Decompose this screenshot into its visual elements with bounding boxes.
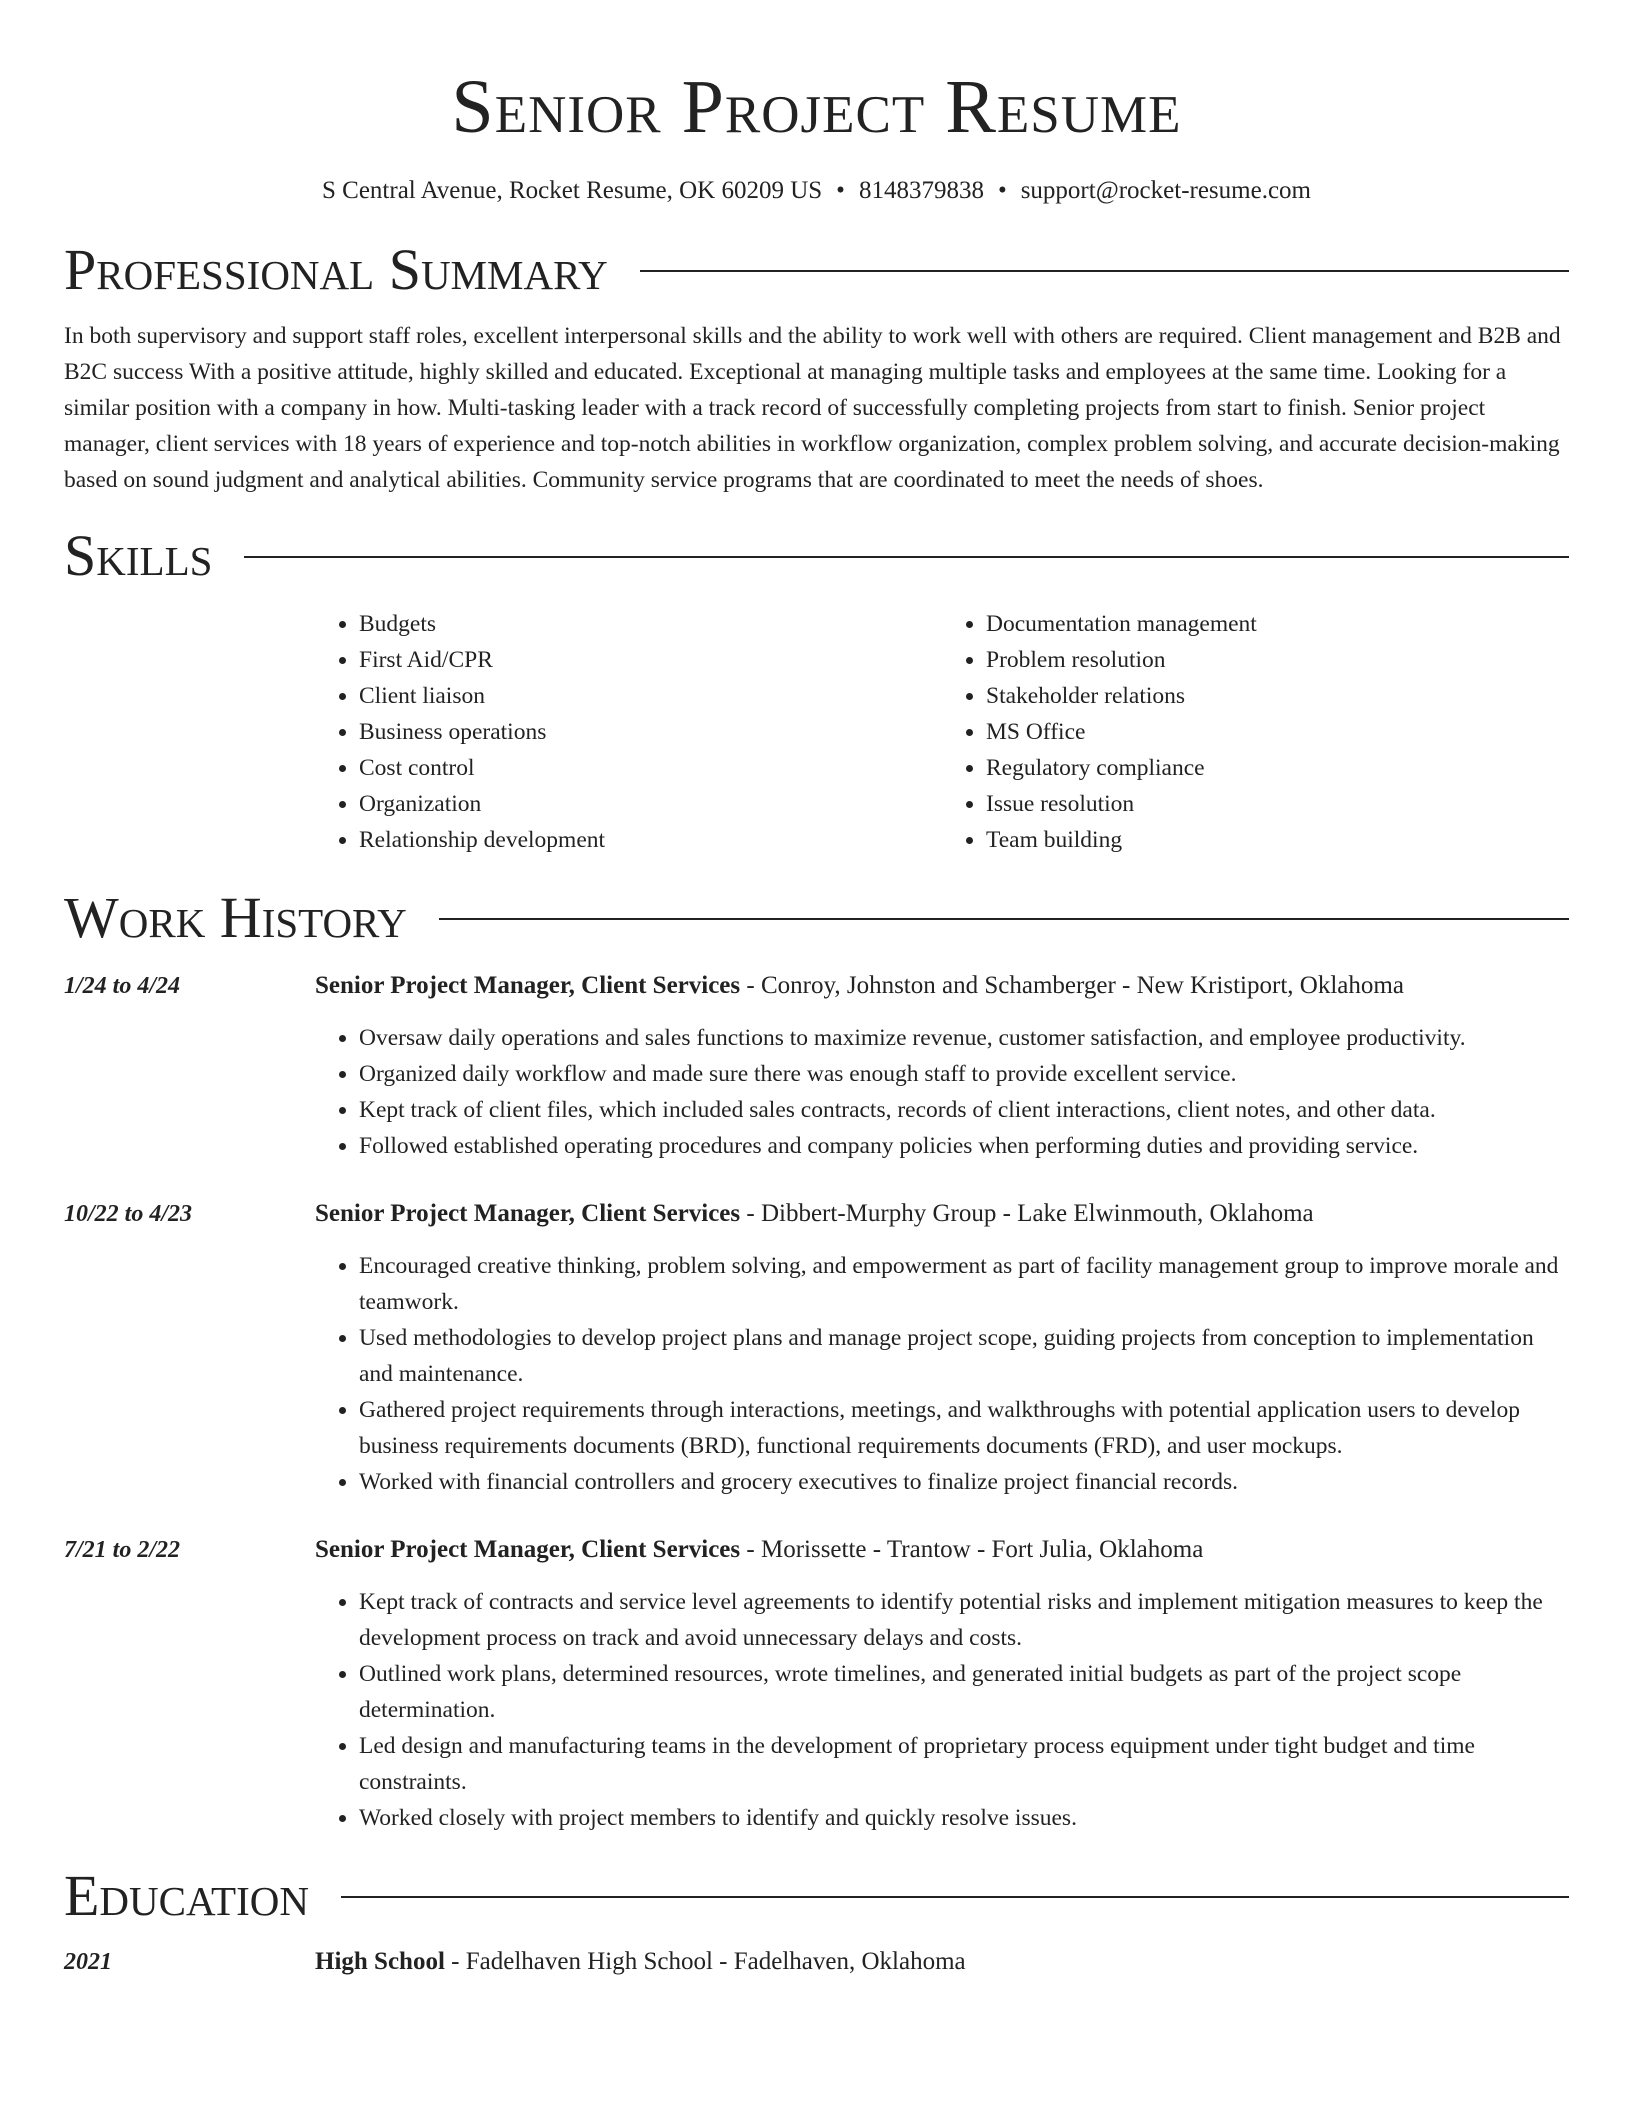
education-line bbox=[315, 1944, 1569, 1980]
job-title: Senior Project Manager, Client Services bbox=[315, 1536, 741, 1563]
job-dates: 7/21 to 2/22 bbox=[64, 1537, 181, 1563]
skill-item: • Relationship development bbox=[359, 822, 942, 858]
job-bullet: • Gathered project requirements through interactions, meetings, and walkthroughs with potential application users to develop business requirements documents (BRD), functional requirements documents (FRD), and user mockups. bbox=[359, 1392, 1569, 1464]
skill-item: • Regulatory compliance bbox=[986, 750, 1569, 786]
skill-item: • Business operations bbox=[359, 714, 942, 750]
skill-item: • Documentation management bbox=[986, 606, 1569, 642]
section-divider bbox=[244, 556, 1569, 558]
job-bullet: • Organized daily workflow and made sure there was enough staff to provide excellent service. bbox=[359, 1056, 1569, 1092]
section-divider bbox=[640, 270, 1569, 272]
resume-name: Senior Project Resume bbox=[451, 65, 1182, 149]
skills-column-left bbox=[315, 606, 942, 858]
job-bullet: • Used methodologies to develop project plans and manage project scope, guiding projects from conception to implementation and maintenance. bbox=[359, 1320, 1569, 1392]
work-heading: Work History bbox=[64, 885, 407, 950]
job-entry bbox=[64, 968, 1569, 1164]
job-title-line bbox=[315, 1196, 1569, 1232]
skill-item: • Stakeholder relations bbox=[986, 678, 1569, 714]
job-bullet: • Kept track of client files, which included sales contracts, records of client interactions, client notes, and other data. bbox=[359, 1092, 1569, 1128]
job-bullet: • Outlined work plans, determined resources, wrote timelines, and generated initial budgets as part of the project scope determination. bbox=[359, 1656, 1569, 1728]
skill-item: • Organization bbox=[359, 786, 942, 822]
skill-item: • First Aid/CPR bbox=[359, 642, 942, 678]
contact-phone: 8148379838 bbox=[858, 177, 984, 204]
skill-item: • Problem resolution bbox=[986, 642, 1569, 678]
resume-page bbox=[64, 0, 1569, 1980]
job-entry bbox=[64, 1532, 1569, 1836]
job-bullets bbox=[315, 1584, 1569, 1836]
skills-list bbox=[315, 606, 1569, 858]
education-degree: High School bbox=[315, 1948, 445, 1975]
job-bullet: • Encouraged creative thinking, problem solving, and empowerment as part of facility management group to improve morale and teamwork. bbox=[359, 1248, 1569, 1320]
job-bullet: • Oversaw daily operations and sales functions to maximize revenue, customer satisfaction, and employee productivity. bbox=[359, 1020, 1569, 1056]
job-title: Senior Project Manager, Client Services bbox=[315, 1200, 741, 1227]
job-bullets bbox=[315, 1248, 1569, 1500]
skill-item: • Client liaison bbox=[359, 678, 942, 714]
job-title: Senior Project Manager, Client Services bbox=[315, 972, 741, 999]
contact-email[interactable]: support@rocket-resume.com bbox=[1020, 177, 1311, 204]
skill-item: • MS Office bbox=[986, 714, 1569, 750]
skills-column-right bbox=[942, 606, 1569, 858]
education-entry bbox=[64, 1944, 1569, 1980]
job-dates: 1/24 to 4/24 bbox=[64, 973, 181, 999]
skill-item: • Issue resolution bbox=[986, 786, 1569, 822]
contact-line bbox=[64, 174, 1569, 208]
job-bullet: • Worked with financial controllers and grocery executives to finalize project financial records. bbox=[359, 1464, 1569, 1500]
work-section-header bbox=[64, 884, 1569, 952]
contact-address: S Central Avenue, Rocket Resume, OK 60209 US bbox=[322, 177, 823, 204]
job-title-line bbox=[315, 1532, 1569, 1568]
skills-heading: Skills bbox=[64, 523, 213, 588]
job-body bbox=[315, 1196, 1569, 1500]
job-body bbox=[315, 968, 1569, 1164]
job-entry bbox=[64, 1196, 1569, 1500]
skill-item: • Team building bbox=[986, 822, 1569, 858]
section-divider bbox=[439, 918, 1569, 920]
education-year: 2021 bbox=[64, 1949, 112, 1975]
education-details: - Fadelhaven High School - Fadelhaven, Oklahoma bbox=[444, 1948, 966, 1975]
skill-item: • Budgets bbox=[359, 606, 942, 642]
summary-heading: Professional Summary bbox=[64, 237, 608, 302]
job-bullet: • Led design and manufacturing teams in the development of proprietary process equipment under tight budget and time constraints. bbox=[359, 1728, 1569, 1800]
skill-item: • Cost control bbox=[359, 750, 942, 786]
summary-text: In both supervisory and support staff roles, excellent interpersonal skills and the ability to work well with others are required. Client management and B2B and B2C success With a positive attitude, highly skilled and educated. Exceptional at managing multiple tasks and employees at the same time. Looking for a similar position with a company in how. Multi-tasking leader with a track record of successfully completing projects from start to finish. Senior project manager, client services with 18 years of experience and top-notch abilities in workflow organization, complex problem solving, and accurate decision-making based on sound judgment and analytical abilities. Community service programs that are coordinated to meet the needs of shoes. bbox=[64, 323, 1561, 493]
job-bullet: • Worked closely with project members to identify and quickly resolve issues. bbox=[359, 1800, 1569, 1836]
job-title-line bbox=[315, 968, 1569, 1004]
section-divider bbox=[341, 1896, 1569, 1898]
contact-separator: • bbox=[997, 177, 1007, 204]
education-heading: Education bbox=[64, 1863, 309, 1928]
summary-section-header bbox=[64, 236, 1569, 304]
contact-separator: • bbox=[836, 177, 845, 204]
job-bullets bbox=[315, 1020, 1569, 1164]
job-details: - Conroy, Johnston and Schamberger - New Kristiport, Oklahoma bbox=[740, 972, 1404, 999]
education-body bbox=[315, 1944, 1569, 1980]
job-details: - Dibbert-Murphy Group - Lake Elwinmouth, Oklahoma bbox=[740, 1200, 1314, 1227]
education-section-header bbox=[64, 1862, 1569, 1930]
job-body bbox=[315, 1532, 1569, 1836]
skills-section-header bbox=[64, 522, 1569, 590]
job-dates: 10/22 to 4/23 bbox=[64, 1201, 193, 1227]
job-bullet: • Followed established operating procedures and company policies when performing duties and providing service. bbox=[359, 1128, 1569, 1164]
job-details: - Morissette - Trantow - Fort Julia, Oklahoma bbox=[740, 1536, 1204, 1563]
job-bullet: • Kept track of contracts and service level agreements to identify potential risks and implement mitigation measures to keep the development process on track and avoid unnecessary delays and costs. bbox=[359, 1584, 1569, 1656]
